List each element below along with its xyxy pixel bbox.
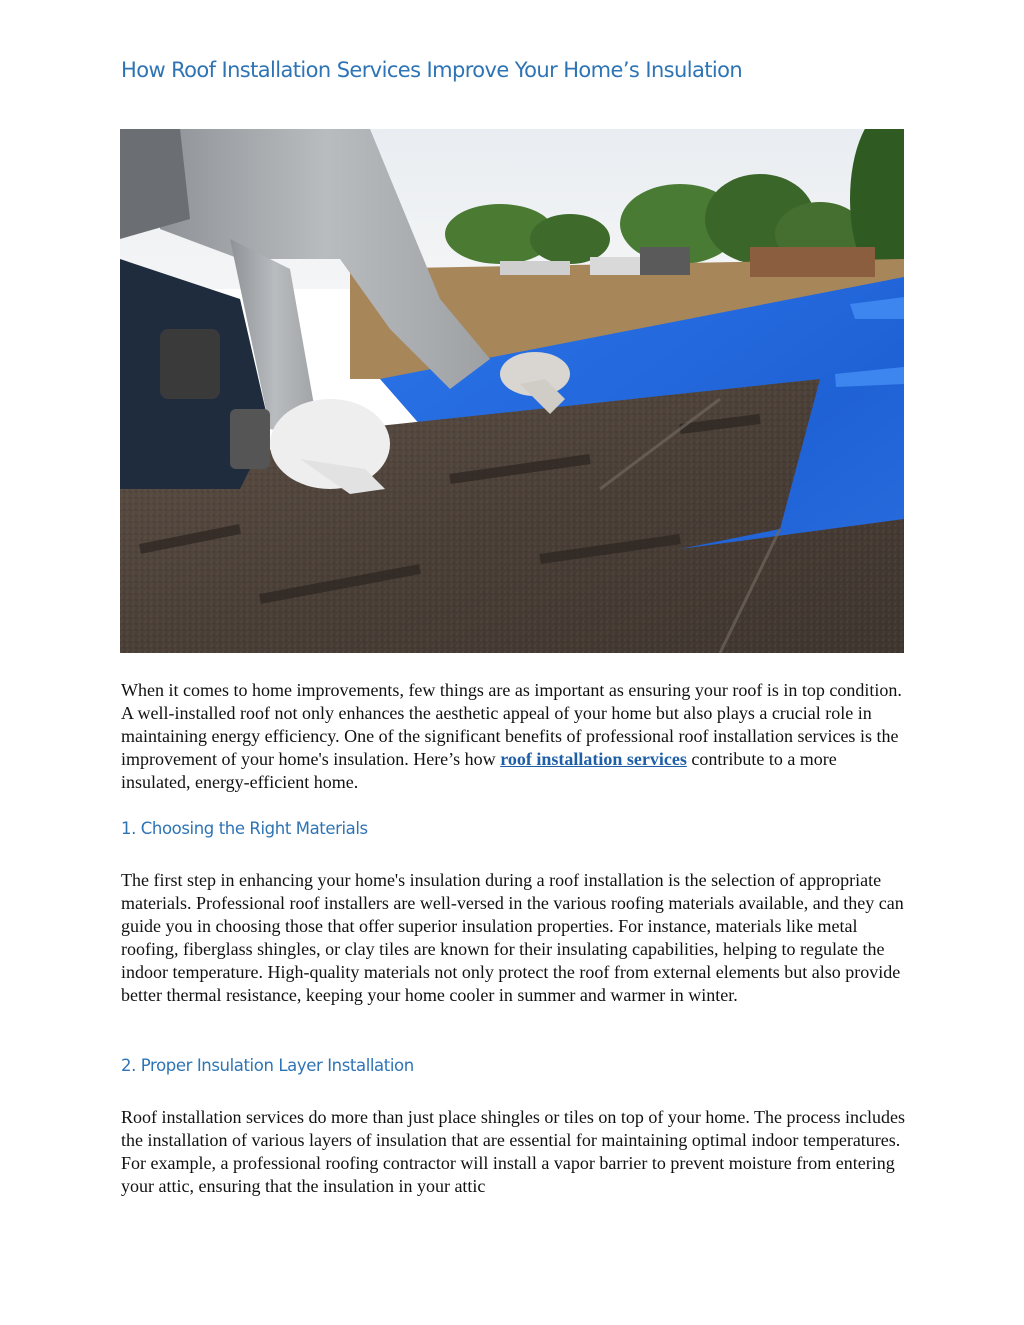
intro-text-before-link: When it comes to home improvements, few things are as important as ensuring your roof is in top condition. A well-installed roof not only enhances the aesthetic appeal of your home but also plays a crucial role in maintaining energy efficiency. One of the significant benefits of professional roof installation services is the improvement of your home's insulation. Here’s how xyxy=(121,680,902,769)
section-heading-insulation-layer: 2. Proper Insulation Layer Installation xyxy=(121,1056,414,1075)
intro-text-after-link: contribute to a more insulated, energy-efficient home. xyxy=(121,749,837,792)
section-heading-materials: 1. Choosing the Right Materials xyxy=(121,819,368,838)
document-title: How Roof Installation Services Improve Your Home’s Insulation xyxy=(121,58,743,82)
intro-paragraph xyxy=(121,679,906,794)
section-paragraph-materials: The first step in enhancing your home's insulation during a roof installation is the selection of appropriate materials. Professional roof installers are well-versed in the various roofing materials available, and they can guide you in choosing those that offer superior insulation properties. For instance, materials like metal roofing, fiberglass shingles, or clay tiles are known for their insulating capabilities, helping to regulate the indoor temperature. High-quality materials not only protect the roof from external elements but also provide better thermal resistance, keeping your home cooler in summer and warmer in winter. xyxy=(121,870,904,1005)
section-paragraph-insulation-layer: Roof installation services do more than just place shingles or tiles on top of your home. The process includes the installation of various layers of insulation that are essential for maintaining optimal indoor temperatures. For example, a professional roofing contractor will install a vapor barrier to prevent moisture from entering your attic, ensuring that the insulation in your attic xyxy=(121,1107,906,1196)
roof-installation-services-link[interactable]: roof installation services xyxy=(500,749,687,769)
hero-image xyxy=(120,129,904,653)
